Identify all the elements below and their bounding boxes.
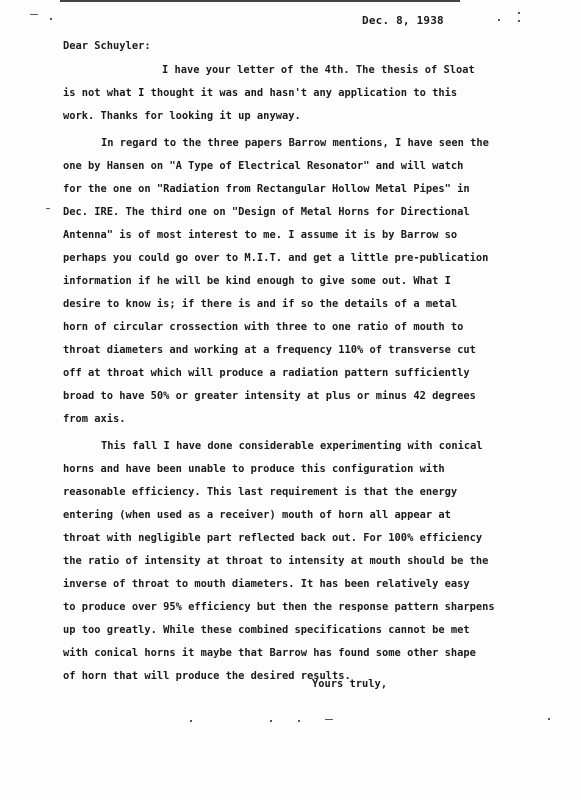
body-line: the ratio of intensity at throat to intensity at mouth should be the bbox=[63, 555, 489, 567]
body-line: work. Thanks for looking it up anyway. bbox=[63, 110, 301, 122]
body-line: throat with negligible part reflected back out. For 100% efficiency bbox=[63, 532, 483, 544]
scan-speck bbox=[30, 14, 38, 15]
body-line: Antenna" is of most interest to me. I assume it is by Barrow so bbox=[63, 229, 458, 241]
body-line: one by Hansen on "A Type of Electrical Resonator" and will watch bbox=[63, 160, 464, 172]
body-line: to produce over 95% efficiency but then the response pattern sharpens bbox=[63, 601, 495, 613]
scan-speck bbox=[518, 12, 520, 14]
body-line: In regard to the three papers Barrow mentions, I have seen the bbox=[101, 137, 489, 149]
body-line: off at throat which will produce a radiation pattern sufficiently bbox=[63, 367, 470, 379]
body-line: from axis. bbox=[63, 413, 126, 425]
body-line: of horn that will produce the desired results. bbox=[63, 670, 351, 682]
scan-speck bbox=[498, 19, 500, 21]
letter-date: Dec. 8, 1938 bbox=[362, 14, 444, 27]
scan-speck bbox=[190, 720, 192, 722]
scan-speck bbox=[298, 720, 300, 722]
body-line: horn of circular crossection with three to one ratio of mouth to bbox=[63, 321, 464, 333]
scan-speck bbox=[518, 20, 520, 22]
scan-speck bbox=[325, 719, 333, 720]
body-line: throat diameters and working at a frequency 110% of transverse cut bbox=[63, 344, 476, 356]
body-line: entering (when used as a receiver) mouth of horn all appear at bbox=[63, 509, 451, 521]
body-line: inverse of throat to mouth diameters. It has been relatively easy bbox=[63, 578, 470, 590]
body-line: is not what I thought it was and hasn't any application to this bbox=[63, 87, 458, 99]
closing: Yours truly, bbox=[312, 678, 388, 690]
body-line: horns and have been unable to produce this configuration with bbox=[63, 463, 445, 475]
body-line: desire to know is; if there is and if so the details of a metal bbox=[63, 298, 458, 310]
body-line: information if he will be kind enough to give some out. What I bbox=[63, 275, 451, 287]
scan-speck bbox=[548, 718, 550, 720]
body-line: perhaps you could go over to M.I.T. and get a little pre-publication bbox=[63, 252, 489, 264]
body-line: with conical horns it maybe that Barrow has found some other shape bbox=[63, 647, 476, 659]
body-line: up too greatly. While these combined specifications cannot be met bbox=[63, 624, 470, 636]
top-edge-line bbox=[60, 0, 460, 2]
body-line: broad to have 50% or greater intensity at plus or minus 42 degrees bbox=[63, 390, 476, 402]
body-line: Dec. IRE. The third one on "Design of Metal Horns for Directional bbox=[63, 206, 470, 218]
scan-speck bbox=[50, 18, 52, 20]
scan-speck bbox=[270, 720, 272, 722]
body-line: for the one on "Radiation from Rectangular Hollow Metal Pipes" in bbox=[63, 183, 470, 195]
body-line: I have your letter of the 4th. The thesis of Sloat bbox=[162, 64, 475, 76]
scan-speck bbox=[46, 208, 50, 209]
body-line: reasonable efficiency. This last requirement is that the energy bbox=[63, 486, 458, 498]
salutation: Dear Schuyler: bbox=[63, 40, 151, 52]
body-line: This fall I have done considerable experimenting with conical bbox=[101, 440, 483, 452]
